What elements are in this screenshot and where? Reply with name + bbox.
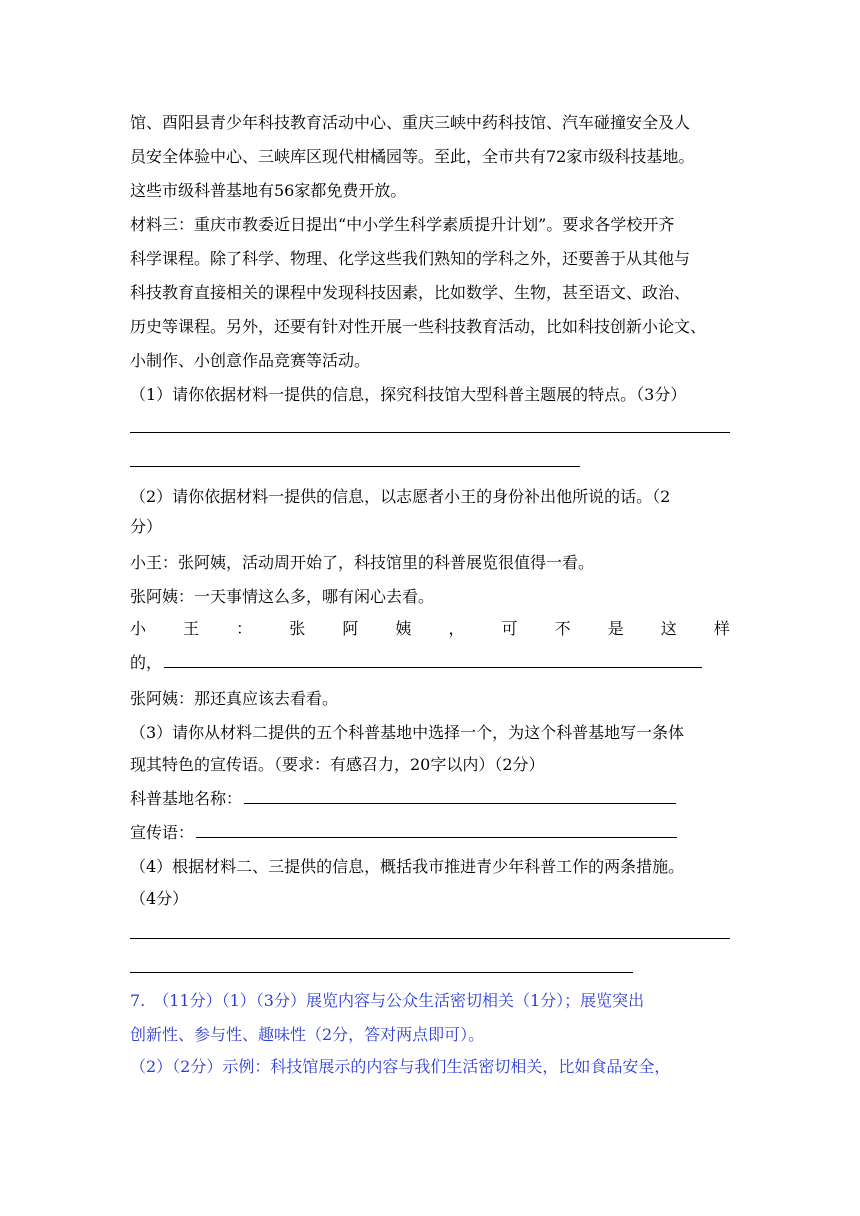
answer-line-q2[interactable]	[164, 666, 702, 668]
material2-line-2: 员安全体验中心、三峡库区现代柑橘园等。至此，全市共有72家市级科技基地。	[130, 147, 695, 166]
dialog-xiaowang-1: 小王：张阿姨，活动周开始了，科技馆里的科普展览很值得一看。	[130, 553, 595, 572]
answer-line-q1-2[interactable]	[130, 466, 580, 467]
dialog-char: 这	[660, 619, 677, 638]
dialog-char: ：	[236, 619, 253, 638]
dialog-char: 张	[289, 619, 306, 638]
material3-line-5: 小制作、小创意作品竞赛等活动。	[130, 351, 371, 370]
answer-line-slogan[interactable]	[196, 836, 677, 838]
dialog-char: 阿	[342, 619, 359, 638]
material3-line-2: 科学课程。除了科学、物理、化学这些我们熟知的学科之外，还要善于从其他与	[130, 249, 691, 268]
dialog-xiaowang-2-cont	[130, 646, 730, 680]
question-4-line-2: （4分）	[130, 889, 189, 908]
answer-line-base-name[interactable]	[244, 802, 676, 804]
answer-key-line-2: 创新性、参与性、趣味性（2分，答对两点即可）。	[130, 1025, 485, 1044]
dialog-cont-text: 的，	[130, 653, 163, 672]
dialog-char: 不	[554, 619, 571, 638]
material2-line-3: 这些市级科普基地有56家都免费开放。	[130, 181, 407, 200]
dialog-char: 可	[501, 619, 518, 638]
slogan-field	[130, 816, 730, 850]
question-3-line-1: （3）请你从材料二提供的五个科普基地中选择一个，为这个科普基地写一条体	[130, 723, 685, 742]
dialog-zhang-2: 张阿姨：那还真应该去看看。	[130, 689, 339, 708]
answer-line-q4-2[interactable]	[130, 972, 633, 973]
dialog-char: 姨	[395, 619, 412, 638]
dialog-zhang-1: 张阿姨：一天事情这么多，哪有闲心去看。	[130, 587, 435, 606]
question-1: （1）请你依据材料一提供的信息，探究科技馆大型科普主题展的特点。（3分）	[130, 385, 687, 404]
dialog-char: ，	[448, 619, 465, 638]
slogan-label: 宣传语：	[130, 823, 195, 842]
dialog-char: 是	[607, 619, 624, 638]
question-2-line-2: 分）	[130, 517, 163, 536]
question-2-line-1: （2）请你依据材料一提供的信息，以志愿者小王的身份补出他所说的话。（2	[130, 487, 671, 506]
answer-line-q4-1[interactable]	[130, 938, 730, 939]
material3-line-1: 材料三：重庆市教委近日提出“中小学生科学素质提升计划”。要求各学校开齐	[130, 215, 675, 234]
answer-key-line-3: （2）（2分）示例：科技馆展示的内容与我们生活密切相关，比如食品安全，	[130, 1057, 671, 1076]
dialog-char: 样	[713, 619, 730, 638]
question-4-line-1: （4）根据材料二、三提供的信息，概括我市推进青少年科普工作的两条措施。	[130, 857, 685, 876]
question-3-line-2: 现其特色的宣传语。（要求：有感召力，20字以内）（2分）	[130, 755, 545, 774]
base-name-label: 科普基地名称：	[130, 789, 243, 808]
answer-key-line-1: 7. （11分）（1）（3分）展览内容与公众生活密切相关（1分）；展览突出	[130, 991, 645, 1010]
material3-line-4: 历史等课程。另外，还要有针对性开展一些科技教育活动，比如科技创新小论文、	[130, 317, 707, 336]
dialog-char: 小	[130, 619, 147, 638]
material3-line-3: 科技教育直接相关的课程中发现科技因素，比如数学、生物，甚至语文、政治、	[130, 283, 691, 302]
answer-line-q1-1[interactable]	[130, 432, 730, 433]
material2-line-1: 馆、酉阳县青少年科技教育活动中心、重庆三峡中药科技馆、汽车碰撞安全及人	[130, 113, 691, 132]
base-name-field	[130, 782, 730, 816]
dialog-char: 王	[183, 619, 200, 638]
dialog-xiaowang-2	[130, 612, 730, 646]
